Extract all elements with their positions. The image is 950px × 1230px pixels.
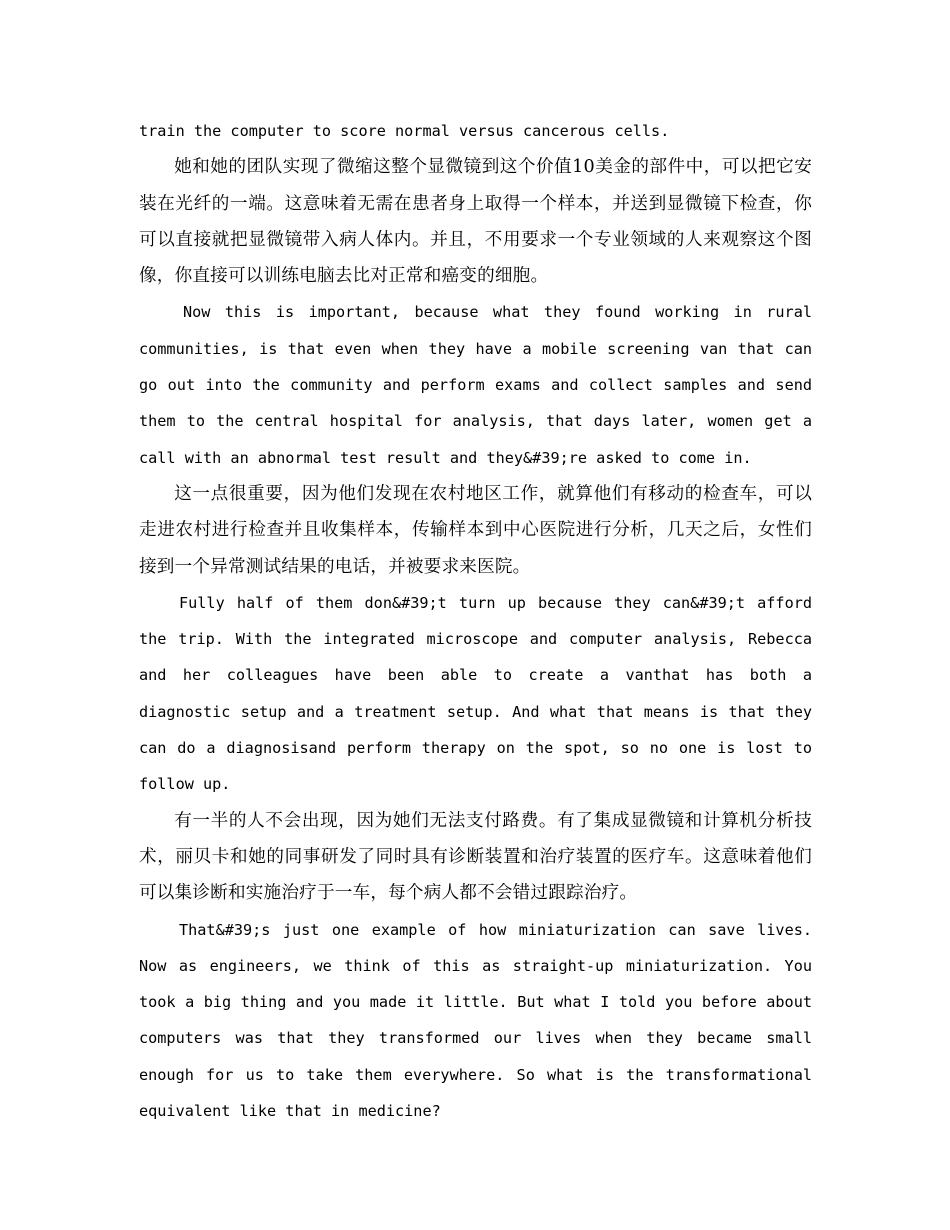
paragraph-en-continuation: train the computer to score normal versus cancerous cells. <box>139 122 670 140</box>
paragraph-en-3: Fully half of them don&#39;t turn up because they can&#39;t afford the trip. With the integrated microscope and computer analysis, Rebecca and her colleagues have been able to create a vanthat has both a diagnostic setup and a treatment setup. And what that means is that they can do a diagnosisand perform therapy on the spot, so no one is lost to follow up. <box>139 593 812 794</box>
paragraph-zh-3: 有一半的人不会出现，因为她们无法支付路费。有了集成显微镜和计算机分析技术，丽贝卡和她的同事研发了同时具有诊断装置和治疗装置的医疗车。这意味着他们可以集诊断和实施治疗于一车，每个病人都不会错过跟踪治疗。 <box>139 810 812 904</box>
document-page <box>139 113 812 1129</box>
paragraph-zh-1: 她和她的团队实现了微缩这整个显微镜到这个价值10美金的部件中，可以把它安装在光纤的一端。这意味着无需在患者身上取得一个样本，并送到显微镜下检查，你可以直接就把显微镜带入病人体内。并且，不用要求一个专业领域的人来观察这个图像，你直接可以训练电脑去比对正常和癌变的细胞。 <box>139 157 812 287</box>
paragraph-en-2: Now this is important, because what they found working in rural communities, is that even when they have a mobile screening van that can go out into the community and perform exams and collect samples and send them to the central hospital for analysis, that days later, women get a call with an abnormal test result and they&#39;re asked to come in. <box>139 303 812 467</box>
paragraph-en-4: That&#39;s just one example of how miniaturization can save lives. Now as engineers, we think of this as straight-up miniaturization. You took a big thing and you made it little. But what I told you before about computers was that they transformed our lives when they became small enough for us to take them everywhere. So what is the transformational equivalent like that in medicine? <box>139 920 812 1121</box>
paragraph-zh-2: 这一点很重要，因为他们发现在农村地区工作，就算他们有移动的检查车，可以走进农村进行检查并且收集样本，传输样本到中心医院进行分析，几天之后，女性们接到一个异常测试结果的电话，并被要求来医院。 <box>139 483 812 577</box>
